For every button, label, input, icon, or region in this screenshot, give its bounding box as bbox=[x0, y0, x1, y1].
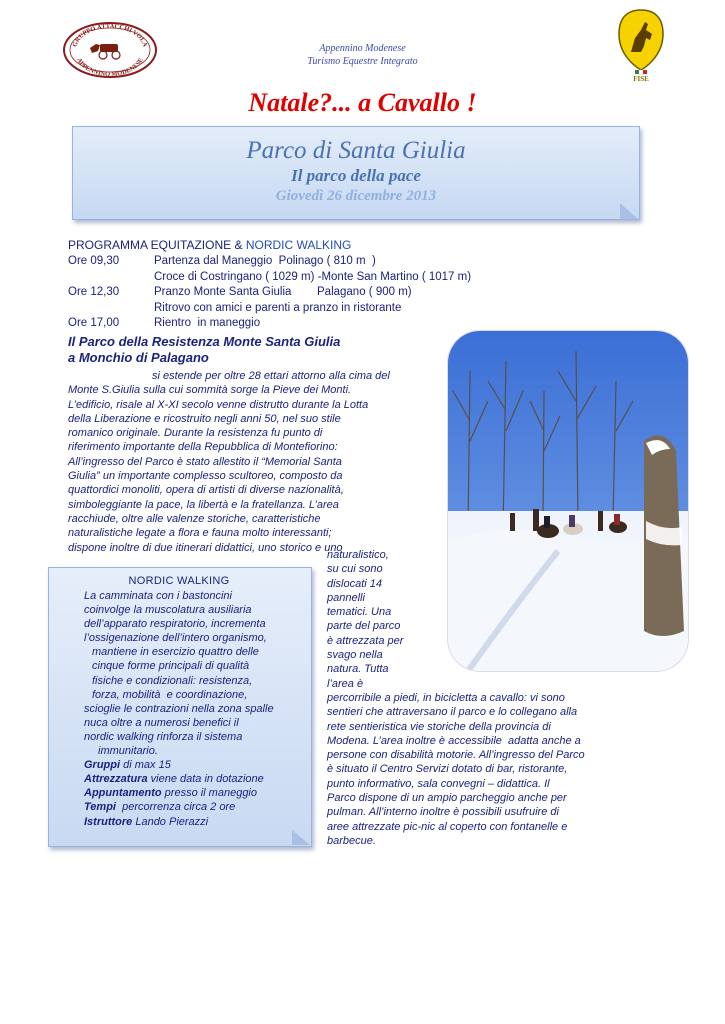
schedule-time bbox=[68, 270, 154, 286]
parco-text-line: rete sentieristica vie storiche della provincia di bbox=[327, 720, 551, 733]
nordic-detail-value: presso il maneggio bbox=[161, 787, 257, 800]
parco-text-line: pannelli bbox=[327, 591, 365, 604]
nordic-text-line: mantiene in esercizio quattro delle bbox=[92, 646, 259, 659]
nordic-detail bbox=[84, 815, 300, 829]
nordic-detail-label: Gruppi bbox=[84, 759, 121, 772]
schedule-text: Pranzo Monte Santa Giulia Palagano ( 900 m) bbox=[154, 286, 412, 299]
parco-text-line: Monte S.Giulia sulla cui sommità sorge la Pieve dei Monti. bbox=[68, 384, 352, 397]
parco-title bbox=[68, 334, 428, 366]
parco-text-line: su cui sono bbox=[327, 563, 383, 576]
parco-text-line: è attrezzata per bbox=[327, 634, 404, 647]
nordic-text-line: nordic walking rinforza il sistema bbox=[84, 730, 243, 743]
parco-text-line: barbecue. bbox=[327, 834, 376, 847]
schedule-row bbox=[68, 316, 471, 332]
parco-text-line: naturalistiche legate a flora e fauna molto interessanti; bbox=[68, 527, 332, 540]
nordic-detail-value: di max 15 bbox=[120, 759, 171, 772]
nordic-box-fold-corner bbox=[292, 830, 310, 845]
parco-text-line: All’ingresso del Parco è stato allestito il “Memorial Santa bbox=[68, 455, 342, 468]
schedule-row bbox=[68, 270, 471, 286]
fise-logo bbox=[617, 8, 665, 82]
parco-text-line: dispone inoltre di due itinerari didattici, uno storico e uno bbox=[68, 541, 343, 554]
schedule-time: Ore 17,00 bbox=[68, 317, 120, 330]
logo-left-top-text: GRUPPO ATTACCHI VOLA bbox=[71, 22, 149, 48]
parco-text-line: è situato il Centro Servizi dotato di bar, ristorante, bbox=[327, 763, 568, 776]
programma-schedule bbox=[68, 254, 471, 332]
nordic-text-line: cinque forme principali di qualità bbox=[92, 660, 250, 673]
parco-text-line: Modena. L’area inoltre è accessibile adatta anche a bbox=[327, 734, 581, 747]
nordic-text-line: l’ossigenazione dell’intero organismo, bbox=[84, 632, 267, 645]
schedule-text: Ritrovo con amici e parenti a pranzo in ristorante bbox=[154, 301, 402, 314]
parco-text-line: della Liberazione e ricostruito negli anni 50, nel suo stile bbox=[68, 412, 341, 425]
schedule-text: Rientro in maneggio bbox=[154, 317, 261, 330]
nordic-detail-label: Istruttore bbox=[84, 815, 133, 828]
parco-text-line: natura. Tutta bbox=[327, 663, 389, 676]
parco-text-line: persone con disabilità motorie. All’ingresso del Parco bbox=[327, 749, 585, 762]
programma-title-equitazione: PROGRAMMA EQUITAZIONE & bbox=[68, 238, 243, 252]
parco-text-line: L’edificio, risale al X-XI secolo venne distrutto durante la Lotta bbox=[68, 398, 369, 411]
nordic-detail bbox=[84, 772, 300, 786]
nordic-text-line: forza, mobilità e coordinazione, bbox=[92, 688, 248, 701]
parco-text-line: tematici. Una bbox=[327, 606, 392, 619]
banner-subtitle: Il parco della pace bbox=[291, 166, 421, 185]
parco-title-line1: Il Parco della Resistenza Monte Santa Giulia bbox=[68, 334, 341, 349]
nordic-detail-value: viene data in dotazione bbox=[147, 773, 264, 786]
nordic-detail bbox=[84, 800, 300, 814]
parco-text-line: sentieri che attraversano il parco e lo collegano alla bbox=[327, 706, 578, 719]
nordic-text-line: immunitario. bbox=[98, 745, 158, 758]
nordic-detail-label: Attrezzatura bbox=[84, 773, 148, 786]
parco-text-line: naturalistico, bbox=[327, 549, 389, 561]
gruppo-attacchi-logo bbox=[62, 20, 158, 78]
banner-title: Parco di Santa Giulia bbox=[246, 137, 466, 164]
nordic-walking-title: NORDIC WALKING bbox=[128, 575, 230, 587]
header-line2: Turismo Equestre Integrato bbox=[307, 56, 418, 67]
nordic-text-line: scioglie le contrazioni nella zona spalle bbox=[84, 702, 274, 715]
event-banner bbox=[72, 126, 640, 220]
parco-text-line: riferimento importante della Repubblica di Montefiorino: bbox=[68, 441, 338, 454]
parco-text-line: quattordici monoliti, opera di artisti di diverse nazionalità, bbox=[68, 484, 344, 497]
parco-text-line: Giulia” un importante complesso scultoreo, composto da bbox=[68, 470, 343, 483]
nordic-text-line: nuca oltre a numerosi benefici il bbox=[84, 716, 239, 729]
schedule-time: Ore 12,30 bbox=[68, 286, 120, 299]
header-line1: Appennino Modenese bbox=[319, 43, 406, 54]
schedule-row bbox=[68, 254, 471, 270]
parco-description bbox=[68, 369, 390, 555]
nordic-detail bbox=[84, 758, 300, 772]
fise-label: FISE bbox=[633, 75, 649, 82]
parco-description-continued bbox=[327, 691, 585, 848]
nordic-detail bbox=[84, 786, 300, 800]
parco-text-line: dislocati 14 bbox=[327, 577, 383, 590]
parco-text-line: racchiude, oltre alle valenze storiche, caratteristiche bbox=[68, 512, 321, 525]
parco-text-line: aree attrezzate pic-nic al coperto con fontanelle e bbox=[327, 820, 568, 833]
parco-text-line: simboleggiante la pace, la libertà e la fratellanza. L’area bbox=[68, 498, 339, 511]
schedule-row bbox=[68, 285, 471, 301]
nordic-detail-label: Tempi bbox=[84, 801, 116, 814]
nordic-detail-value: Lando Pierazzi bbox=[132, 815, 209, 828]
schedule-row bbox=[68, 301, 471, 317]
main-title: Natale?... a Cavallo ! bbox=[248, 88, 477, 117]
banner-fold-corner bbox=[620, 203, 638, 219]
programma-title-nordic: NORDIC WALKING bbox=[245, 238, 352, 252]
nordic-text-line: dell’apparato respiratorio, incrementa bbox=[84, 618, 266, 631]
nordic-walking-text bbox=[84, 589, 300, 829]
logo-left-bottom-text: APPENNINO MODENESE bbox=[75, 57, 145, 78]
parco-text-line: parte del parco bbox=[327, 620, 401, 633]
parco-text-line: svago nella bbox=[327, 649, 383, 662]
parco-text-line: percorribile a piedi, in bicicletta a cavallo: vi sono bbox=[327, 692, 565, 704]
programma-title bbox=[68, 238, 351, 252]
parco-text-line: si estende per oltre 28 ettari attorno alla cima del bbox=[152, 370, 390, 382]
nordic-text-line: coinvolge la muscolatura ausiliaria bbox=[84, 604, 252, 617]
parco-text-line: l’area è bbox=[327, 677, 364, 690]
snow-riders-photo bbox=[448, 331, 688, 671]
nordic-text-line: fisiche e condizionali: resistenza, bbox=[92, 674, 253, 687]
schedule-text: Partenza dal Maneggio Polinago ( 810 m ) bbox=[154, 255, 376, 267]
parco-title-line2: a Monchio di Palagano bbox=[68, 350, 209, 365]
parco-text-line: punto informativo, sala convegni – didattica. Il bbox=[327, 777, 550, 790]
schedule-time: Ore 09,30 bbox=[68, 255, 120, 267]
nordic-detail-label: Appuntamento bbox=[84, 787, 162, 800]
schedule-time bbox=[68, 301, 154, 317]
parco-description-narrow bbox=[327, 548, 403, 691]
schedule-text: Croce di Costringano ( 1029 m) -Monte San Martino ( 1017 m) bbox=[154, 270, 472, 283]
parco-text-line: pulman. All’interno inoltre è possibili usufruire di bbox=[327, 806, 559, 819]
nordic-detail-value: percorrenza circa 2 ore bbox=[116, 801, 236, 814]
nordic-text-line: La camminata con i bastoncini bbox=[84, 590, 232, 602]
parco-text-line: romanico originale. Durante la resistenza fu punto di bbox=[68, 427, 323, 440]
parco-text-line: Parco dispone di un ampio parcheggio anche per bbox=[327, 792, 567, 805]
banner-date: Giovedì 26 dicembre 2013 bbox=[275, 188, 437, 204]
